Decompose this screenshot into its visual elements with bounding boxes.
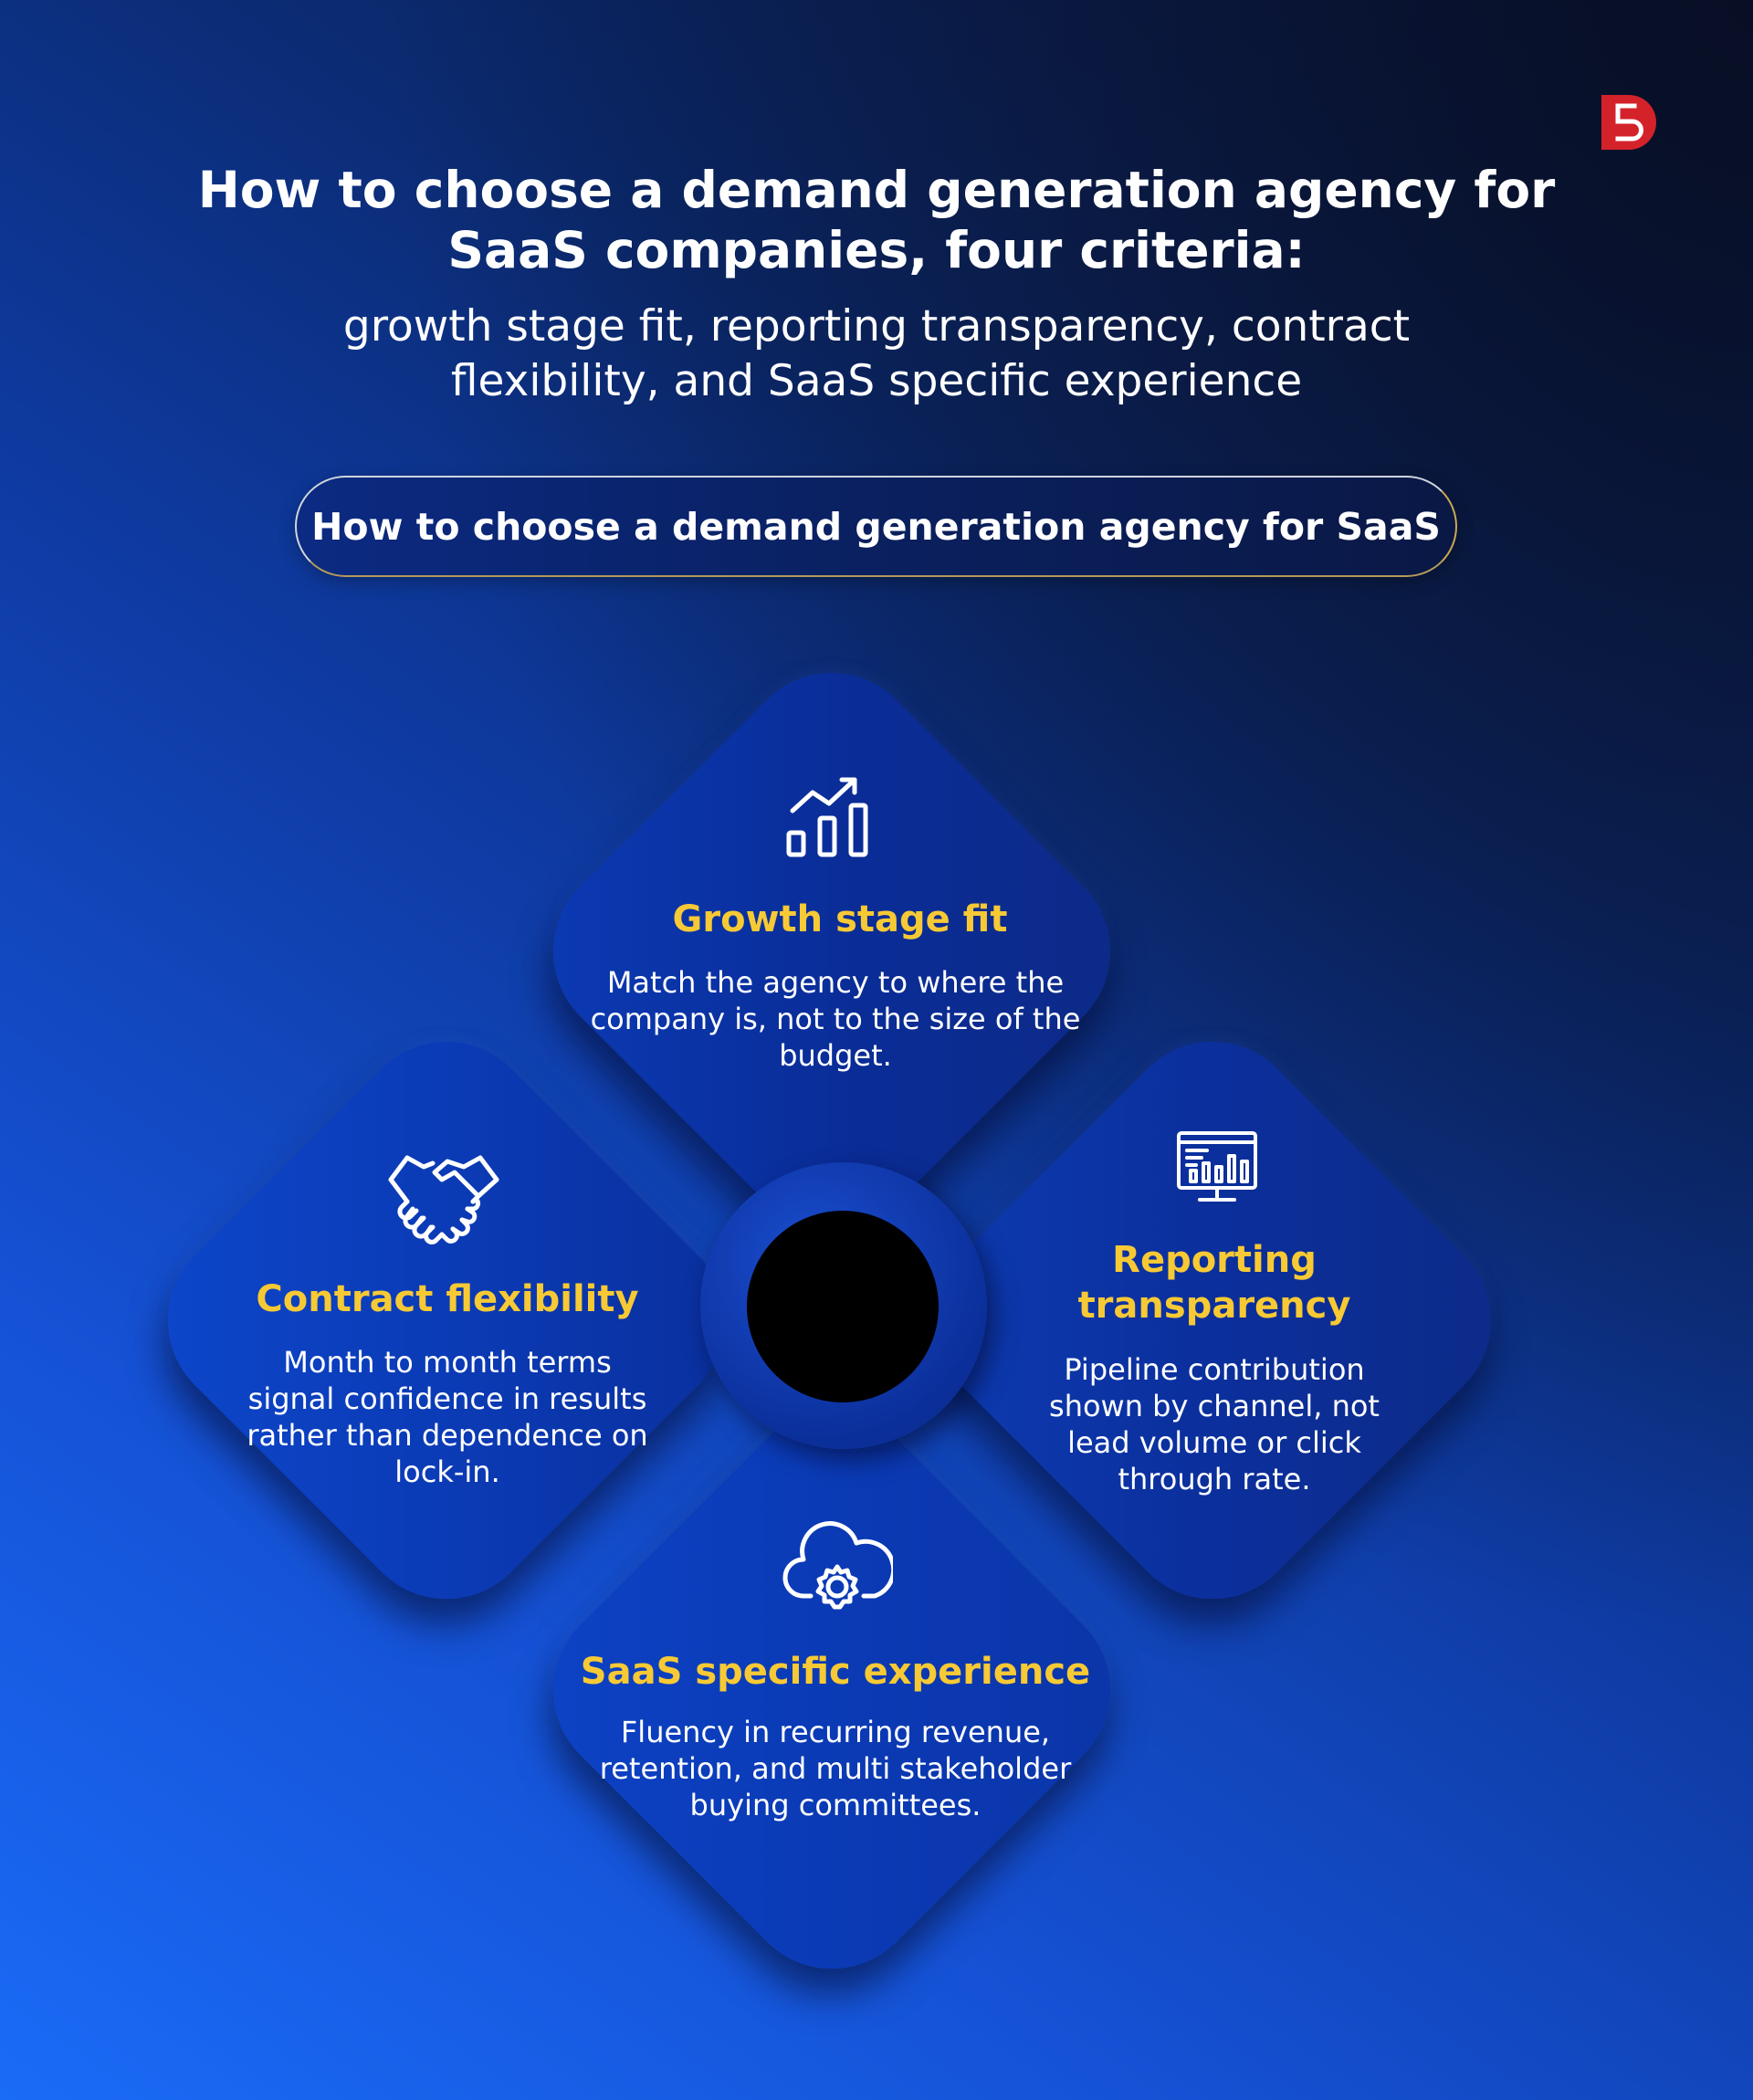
center-hole <box>747 1211 939 1402</box>
cloud-gear-icon <box>782 1519 893 1614</box>
growth-chart-icon <box>785 774 869 858</box>
criterion-desc-reporting-transparency: Pipeline contribution shown by channel, not lead volume or click through rate. <box>1049 1352 1380 1496</box>
criterion-desc-saas-specific-experience: Fluency in recurring revenue, retention, and multi stakeholder buying committees. <box>599 1715 1072 1822</box>
criterion-title-contract-flexibility: Contract flexibility <box>256 1278 639 1320</box>
handshake-icon <box>387 1152 500 1247</box>
subtitle: growth stage fit, reporting transparency, contract flexibility, and SaaS specific experience <box>342 301 1411 406</box>
criterion-title-saas-specific-experience: SaaS specific experience <box>580 1651 1091 1693</box>
brand-logo-icon <box>1598 91 1660 153</box>
criterion-desc-growth-stage-fit: Match the agency to where the company is, not to the size of the budget. <box>590 965 1081 1073</box>
criterion-desc-contract-flexibility: Month to month terms signal confidence in results rather than dependence on lock-in. <box>247 1345 648 1489</box>
section-pill-label: How to choose a demand generation agency for SaaS <box>311 504 1441 549</box>
criterion-title-growth-stage-fit: Growth stage fit <box>672 898 1008 940</box>
criterion-title-reporting-transparency: Reporting transparency <box>1077 1239 1351 1327</box>
monitor-report-icon <box>1176 1130 1258 1203</box>
section-pill <box>295 476 1457 577</box>
main-title: How to choose a demand generation agency for SaaS companies, four criteria: <box>197 161 1556 279</box>
